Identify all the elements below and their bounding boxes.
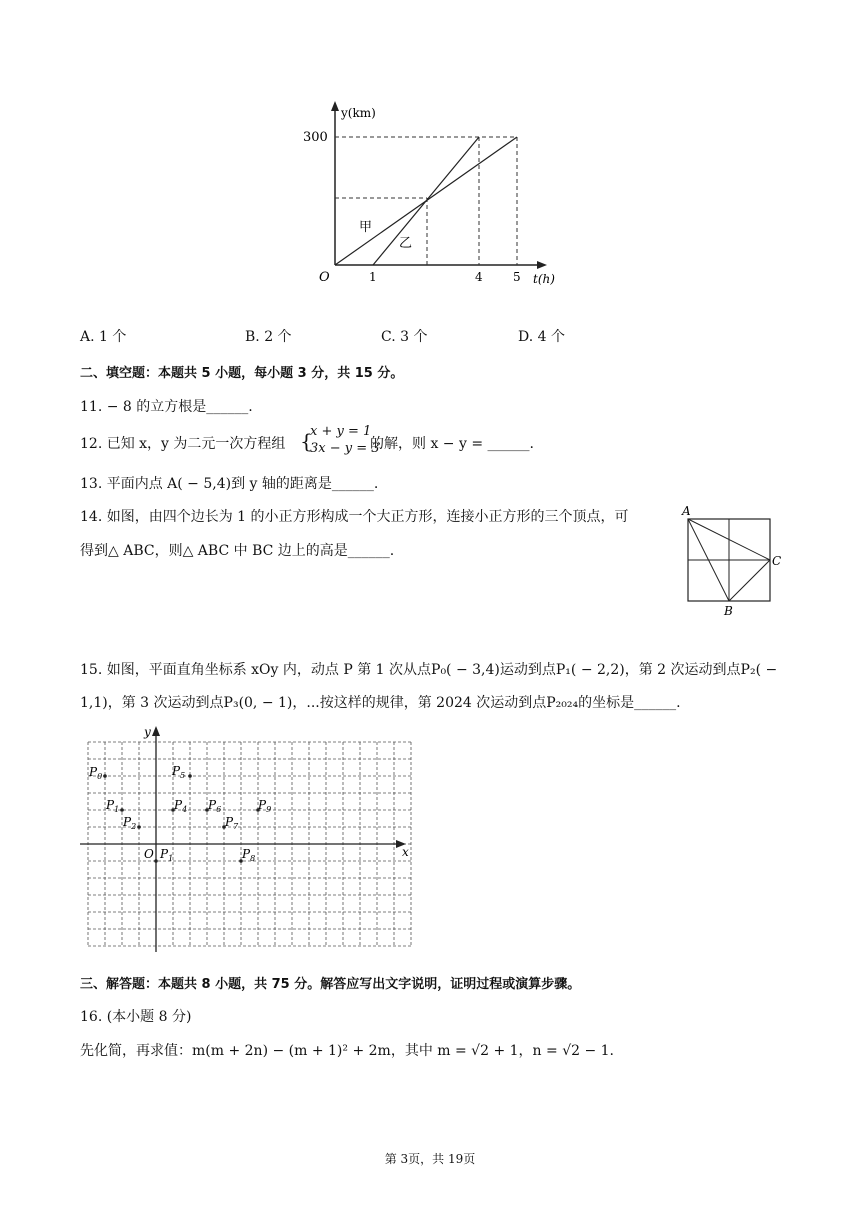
question-12-eq2: 3x − y = 3 (310, 441, 380, 456)
grid-origin: O (144, 847, 154, 861)
axis-y-label: y (144, 725, 151, 739)
x-tick-4: 4 (475, 270, 483, 284)
square-triangle-figure (678, 502, 790, 620)
point-p6: $P_6$ (208, 798, 222, 814)
point-p1: $P_1$ (106, 798, 120, 814)
point-p3: $P_1$ (160, 847, 174, 863)
point-p4: $P_4$ (174, 798, 188, 814)
question-12-post: 的解，则 x − y = ______. (370, 436, 534, 452)
page-footer: 第 3页，共 19页 (384, 1152, 476, 1166)
point-p0: $P_0$ (89, 765, 103, 781)
question-14-line2: 得到△ ABC，则△ ABC 中 BC 边上的高是______. (80, 543, 395, 559)
section3-heading: 三、解答题：本题共 8 小题，共 75 分。解答应写出文字说明，证明过程或演算步骤。 (80, 977, 581, 992)
question-13: 13. 平面内点 A( − 5,4)到 y 轴的距离是______. (80, 476, 379, 492)
line-yi (373, 137, 479, 265)
distance-time-graph (295, 95, 555, 295)
option-b: B. 2 个 (245, 329, 292, 345)
point-p2: $P_2$ (123, 815, 137, 831)
option-a: A. 1 个 (80, 329, 127, 345)
question-15-line1: 15. 如图，平面直角坐标系 xOy 内，动点 P 第 1 次从点P₀( − 3,4)运动到点P₁( − 2,2)，第 2 次运动到点P₂( − (80, 662, 778, 678)
label-jia: 甲 (359, 220, 373, 235)
question-12-eq1: x + y = 1 (310, 424, 372, 439)
question-11: 11. − 8 的立方根是______. (80, 399, 253, 415)
vertex-a: A (682, 504, 691, 518)
point-p8: $P_8$ (242, 847, 256, 863)
y-tick-300: 300 (303, 130, 328, 145)
option-c: C. 3 个 (381, 329, 428, 345)
point-p7: $P_7$ (225, 815, 239, 831)
y-axis-label: y(km) (341, 106, 376, 120)
label-yi: 乙 (399, 236, 413, 251)
point-p9: $P_9$ (258, 798, 272, 814)
x-tick-5: 5 (513, 270, 521, 284)
section2-heading: 二、填空题：本题共 5 小题，每小题 3 分，共 15 分。 (80, 366, 404, 381)
question-14-line1: 14. 如图，由四个边长为 1 的小正方形构成一个大正方形，连接小正方形的三个顶点，可 (80, 509, 629, 525)
x-tick-1: 1 (369, 270, 377, 284)
question-16-text: 先化简，再求值：m(m + 2n) − (m + 1)² + 2m，其中 m = √2 + 1，n = √2 − 1. (80, 1043, 615, 1059)
question-15-line2: 1,1)，第 3 次运动到点P₃(0, − 1)，...按这样的规律，第 2024 次运动到点P₂₀₂₄的坐标是______. (80, 695, 681, 711)
point-p5: $P_5$ (172, 764, 186, 780)
option-d: D. 4 个 (518, 329, 565, 345)
vertex-b: B (724, 604, 733, 618)
origin-label: O (319, 270, 330, 285)
coordinate-grid (80, 722, 420, 954)
question-12-pre: 12. 已知 x，y 为二元一次方程组 (80, 436, 286, 452)
question-16-title: 16. (本小题 8 分) (80, 1009, 192, 1025)
t-axis-label: t(h) (533, 272, 555, 286)
axis-x-label: x (402, 845, 409, 859)
vertex-c: C (772, 554, 782, 568)
brace: { (300, 429, 313, 453)
